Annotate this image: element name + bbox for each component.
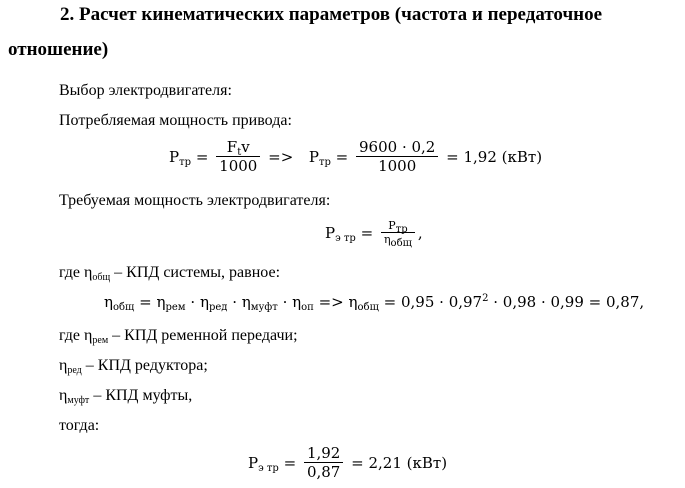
- belt-efficiency-text: где $\eta_{рем}$ – КПД ременной передачи;: [59, 327, 298, 346]
- required-power-text: Требуемая мощность электродвигателя:: [59, 192, 331, 209]
- symbol-p: $P_{тр}$: [169, 147, 192, 168]
- reducer-efficiency-text: $\eta_{ред}$ – КПД редуктора;: [59, 357, 208, 376]
- motor-choice-text: Выбор электродвигателя:: [59, 82, 232, 99]
- coupling-efficiency-text: $\eta_{муфт}$ – КПД муфты,: [59, 387, 193, 406]
- drive-power-text: Потребляемая мощность привода:: [59, 112, 292, 129]
- equals-sign: =: [195, 147, 209, 166]
- section-heading-line2: отношение): [8, 39, 109, 60]
- fraction-power-efficiency: $\frac{P_{тр}}{\eta_{общ}}$: [381, 219, 415, 246]
- fraction-force-velocity: $\frac{F_tv}{1000}$: [216, 138, 260, 175]
- fraction-numeric: $\frac{9600 \cdot 0,2}{1000}$: [356, 138, 438, 175]
- equals-sign: =: [283, 453, 297, 472]
- section-heading-line1: 2. Расчет кинематических параметров (частота и передаточное: [60, 4, 603, 25]
- then-text: тогда:: [59, 417, 100, 434]
- formula-total-efficiency: $\eta_{общ} = \eta_{рем} \cdot \eta_{ред} \cdot \eta_{муфт} \cdot \eta_{оп} => \eta_{общ} = 0,95 \cdot 0,97^2 \cdot 0,98 \cdot 0,99 = 0,87$,: [104, 293, 645, 313]
- formula-result: = 2,21 (кВт): [351, 453, 448, 472]
- symbol-p: $P_{тр}$: [308, 147, 331, 168]
- formula-motor-power-result: [248, 444, 447, 481]
- symbol-p-motor: $P_{э тр}$: [325, 223, 356, 244]
- equals-sign: =: [360, 223, 374, 242]
- total-efficiency-text: где $\eta_{общ}$ – КПД системы, равное:: [59, 264, 281, 283]
- fraction-result: $\frac{1,92}{0,87}$: [304, 444, 343, 481]
- implies-arrow: =>: [268, 147, 294, 166]
- symbol-p-motor: $P_{э тр}$: [248, 453, 279, 474]
- equals-sign: =: [335, 147, 349, 166]
- formula-result: = 1,92 (кВт): [446, 147, 543, 166]
- formula-drive-power: [169, 138, 542, 175]
- formula-required-power: $P_{э тр}$ = $\frac{P_{тр}}{\eta_{общ}}$ ,: [325, 219, 423, 249]
